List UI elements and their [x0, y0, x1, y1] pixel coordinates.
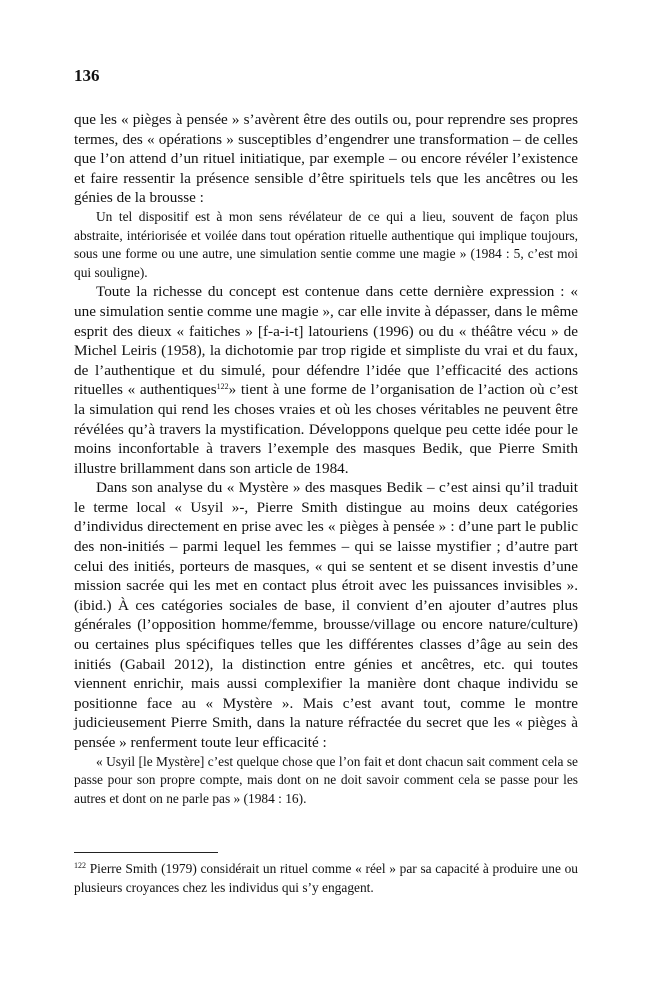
- body-text: [74, 110, 578, 808]
- paragraph-1: que les « pièges à pensée » s’avèrent être des outils ou, pour reprendre ses propres termes, des « opérations » susceptibles d’engendrer une transformation – de celles que l’on attend d’un rituel initiatique, par exemple – ou encore révéler l’existence et faire ressentir la présence sensible d’être spirituels tels que les ancêtres ou les génies de la brousse :: [74, 111, 578, 207]
- footnote: [74, 860, 578, 897]
- paragraph-2: [74, 282, 578, 478]
- page-number: 136: [74, 66, 100, 85]
- paragraph-2-part-a: Toute la richesse du concept est contenue dans cette dernière expression : « une simulation sentie comme une magie », car elle invite à dépasser, dans le même esprit des dieux « faitiches » [f-a-i-t] latouriens (1996) ou du « théâtre vécu » de Michel Leiris (1958), la dichotomie par trop rigide et simpliste du vrai et du faux, de l’authentique et du simulé, pour défendre l’idée que l’efficacité des actions rituelles « authentiques: [74, 283, 578, 399]
- paragraph-3: Dans son analyse du « Mystère » des masques Bedik – c’est ainsi qu’il traduit le terme local « Usyil »-, Pierre Smith distingue au moins deux catégories d’individus directement en prise avec les « pièges à pensée » : d’une part le public des non-initiés – parmi lequel les femmes – qui se laisse mystifier ; d’autre part celui des initiés, porteurs de masques, « qui se sentent et se disent investis d’une mission sacrée qui les met en contact plus étroit avec les puissances invisibles ». (ibid.) À ces catégories sociales de base, il convient d’en ajouter d’autres plus générales (l’opposition homme/femme, brousse/village ou encore nature/culture) ou certaines plus spécifiques telles que les différentes classes d’âge au sein des initiés (Gabail 2012), la distinction entre génies et ancêtres, etc. qui toutes viennent enrichir, mais aussi complexifier la manière dont chaque individu se positionne face au « Mystère ». Mais c’est avant tout, comme le montre judicieusement Pierre Smith, dans la nature réfractée du secret que les « pièges à pensée » renferment toute leur efficacité :: [74, 479, 578, 751]
- block-quote-1: Un tel dispositif est à mon sens révélateur de ce qui a lieu, souvent de façon plus abstraite, intériorisée et voilée dans tout opération rituelle authentique qui implique toujours, sous une forme ou une autre, une simulation sentie comme une magie » (1984 : 5, c’est moi qui souligne).: [74, 208, 578, 280]
- footnote-rule: [74, 852, 218, 853]
- paragraph-2-part-b: » tient à une forme de l’organisation de l’action où c’est la simulation qui rend les choses vraies et où les choses véritables ne peuvent être révélées qu’à travers la mystification. Développons quelque peu cette idée pour le moins inconfortable à travers l’exemple des masques Bedik, que Pierre Smith illustre brillamment dans son article de 1984.: [74, 381, 579, 477]
- block-quote-2: « Usyil [le Mystère] c’est quelque chose que l’on fait et dont chacun sait comment cela se passe pour son propre compte, mais dont on ne doit savoir comment cela se passe pour les autres et dont on ne parle pas » (1984 : 16).: [74, 753, 578, 806]
- footnote-ref[interactable]: 122: [216, 382, 229, 392]
- footnote-text: Pierre Smith (1979) considérait un rituel comme « réel » par sa capacité à produire une ou plusieurs croyances chez les individus qui s’y engagent.: [74, 861, 578, 895]
- footnote-number: 122: [74, 861, 86, 870]
